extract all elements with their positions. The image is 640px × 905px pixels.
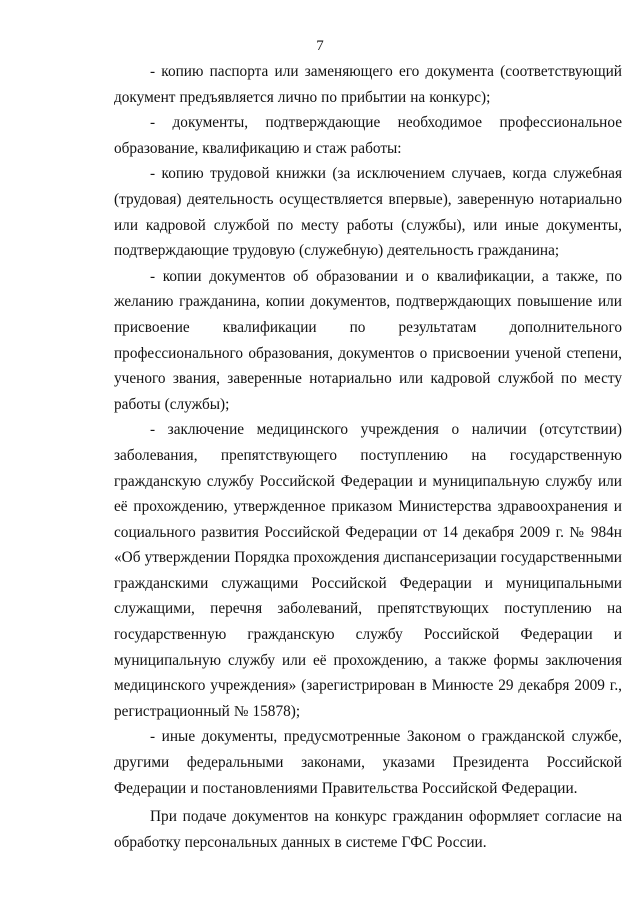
paragraph-passport: - копию паспорта или заменяющего его документа (соответствующий документ предъявляется лично по прибытии на конкурс);: [114, 63, 622, 106]
page-number: 7: [316, 38, 324, 54]
paragraph-work-book: - копию трудовой книжки (за исключением случаев, когда служебная (трудовая) деятельность осуществляется впервые), заверенную нотариально или кадровой службой по месту работы (службы), или иные документы, подтверждающие трудовую (служебную) деятельность гражданина;: [114, 165, 622, 260]
paragraph-personal-data-consent: При подаче документов на конкурс гражданин оформляет согласие на обработку персональных данных в системе ГФС России.: [114, 808, 622, 851]
paragraph-other-docs: - иные документы, предусмотренные Законом о гражданской службе, другими федеральными законами, указами Президента Российской Федерации и постановлениями Правительства Российской Федерации.: [114, 728, 622, 797]
paragraph-education-docs: - документы, подтверждающие необходимое профессиональное образование, квалификацию и стаж работы:: [114, 114, 622, 157]
paragraph-education-copies: - копии документов об образовании и о квалификации, а также, по желанию гражданина, копии документов, подтверждающих повышение или присвоение квалификации по результатам дополнительного профессионального образования, документов о присвоении ученой степени, ученого звания, заверенные нотариально или кадровой службой по месту работы (службы);: [114, 267, 622, 413]
paragraph-medical-certificate: - заключение медицинского учреждения о наличии (отсутствии) заболевания, препятствующего поступлению на государственную гражданскую службу Российской Федерации и муниципальную службу или её прохождению, утвержденное приказом Министерства здравоохранения и социального развития Российской Федерации от 14 декабря 2009 г. № 984н «Об утверждении Порядка прохождения диспансеризации государственными гражданскими служащими Российской Федерации и муниципальными служащими, перечня заболеваний, препятствующих поступлению на государственную гражданскую службу Российской Федерации и муниципальную службу или её прохождению, а также формы заключения медицинского учреждения» (зарегистрирован в Минюсте 29 декабря 2009 г., регистрационный № 15878);: [114, 421, 622, 720]
document-body: [114, 59, 622, 855]
